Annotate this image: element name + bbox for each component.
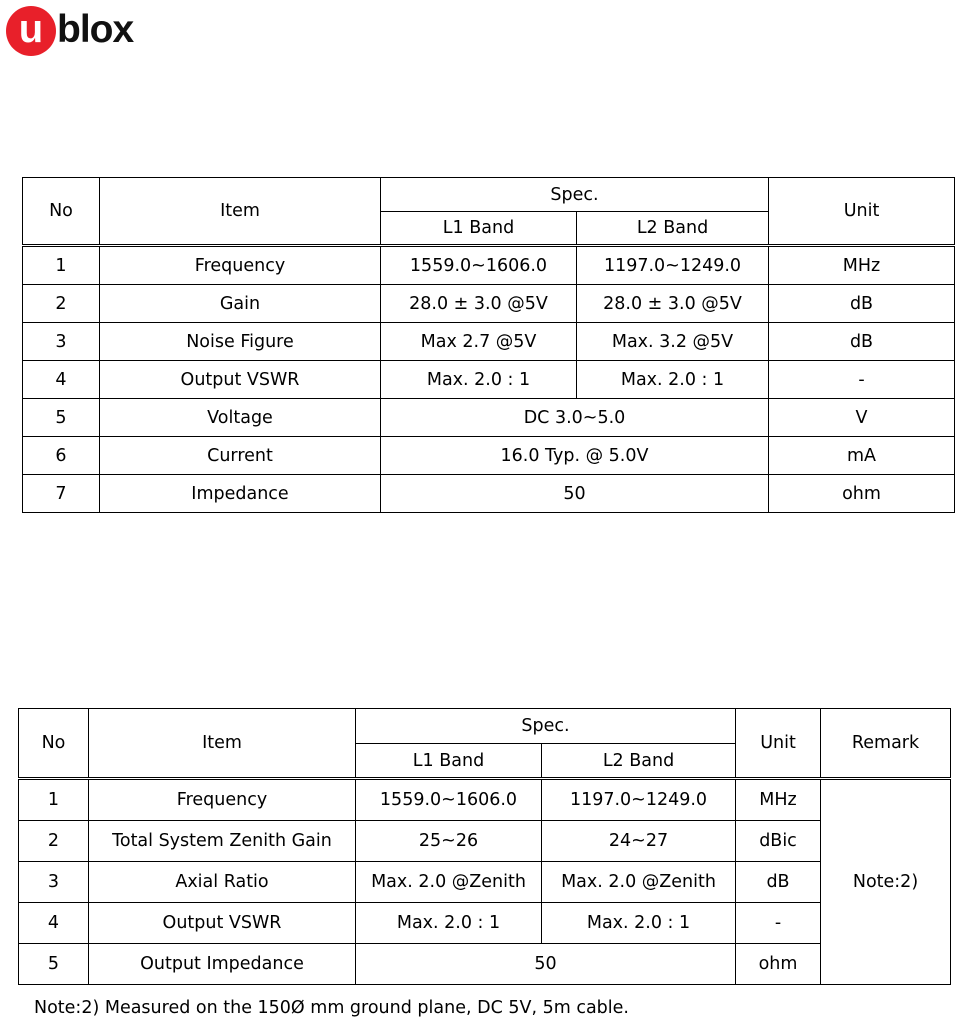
cell-spec-merged: DC 3.0~5.0	[381, 399, 769, 437]
footnote: Note:2) Measured on the 150Ø mm ground plane, DC 5V, 5m cable.	[34, 998, 629, 1018]
cell-item: Gain	[100, 285, 381, 323]
cell-l2: 1197.0~1249.0	[577, 246, 769, 285]
cell-unit: dBic	[736, 821, 821, 862]
cell-item: Current	[100, 437, 381, 475]
logo-wordmark: blox	[57, 8, 134, 51]
cell-l2: 24~27	[542, 821, 736, 862]
header-item: Item	[100, 178, 381, 246]
cell-unit: -	[736, 903, 821, 944]
cell-l1: Max 2.7 @5V	[381, 323, 577, 361]
cell-no: 1	[19, 779, 89, 821]
cell-unit: dB	[736, 862, 821, 903]
cell-l2: Max. 2.0 : 1	[577, 361, 769, 399]
cell-unit: -	[769, 361, 955, 399]
table-row	[19, 944, 951, 985]
cell-l1: 1559.0~1606.0	[356, 779, 542, 821]
cell-l1: Max. 2.0 : 1	[381, 361, 577, 399]
cell-unit: V	[769, 399, 955, 437]
header-l1-band: L1 Band	[356, 744, 542, 779]
header-spec: Spec.	[381, 178, 769, 212]
cell-no: 4	[23, 361, 100, 399]
table-row	[23, 361, 955, 399]
cell-item: Voltage	[100, 399, 381, 437]
cell-l1: Max. 2.0 @Zenith	[356, 862, 542, 903]
table-row	[23, 323, 955, 361]
cell-no: 4	[19, 903, 89, 944]
cell-l2: Max. 3.2 @5V	[577, 323, 769, 361]
cell-no: 5	[19, 944, 89, 985]
logo-mark-letter: u	[18, 7, 44, 51]
header-l2-band: L2 Band	[577, 212, 769, 246]
cell-spec-merged: 50	[381, 475, 769, 513]
cell-unit: MHz	[769, 246, 955, 285]
cell-item: Frequency	[89, 779, 356, 821]
ublox-logo	[6, 6, 133, 56]
cell-l1: 28.0 ± 3.0 @5V	[381, 285, 577, 323]
header-unit: Unit	[736, 709, 821, 779]
header-item: Item	[89, 709, 356, 779]
header-no: No	[19, 709, 89, 779]
cell-spec-merged: 50	[356, 944, 736, 985]
cell-item: Total System Zenith Gain	[89, 821, 356, 862]
cell-spec-merged: 16.0 Typ. @ 5.0V	[381, 437, 769, 475]
cell-unit: dB	[769, 323, 955, 361]
cell-l2: Max. 2.0 @Zenith	[542, 862, 736, 903]
table-row	[23, 437, 955, 475]
cell-item: Output VSWR	[100, 361, 381, 399]
cell-item: Noise Figure	[100, 323, 381, 361]
cell-item: Impedance	[100, 475, 381, 513]
table-row	[23, 399, 955, 437]
cell-no: 1	[23, 246, 100, 285]
cell-item: Axial Ratio	[89, 862, 356, 903]
table-row	[19, 821, 951, 862]
cell-l2: 28.0 ± 3.0 @5V	[577, 285, 769, 323]
cell-no: 2	[19, 821, 89, 862]
cell-unit: mA	[769, 437, 955, 475]
header-spec: Spec.	[356, 709, 736, 744]
cell-item: Frequency	[100, 246, 381, 285]
cell-no: 7	[23, 475, 100, 513]
cell-l2: 1197.0~1249.0	[542, 779, 736, 821]
cell-l2: Max. 2.0 : 1	[542, 903, 736, 944]
cell-l1: 1559.0~1606.0	[381, 246, 577, 285]
cell-unit: ohm	[736, 944, 821, 985]
cell-no: 5	[23, 399, 100, 437]
cell-item: Output VSWR	[89, 903, 356, 944]
table-row	[23, 246, 955, 285]
table-row	[19, 862, 951, 903]
cell-remark: Note:2)	[821, 779, 951, 985]
table-row	[23, 285, 955, 323]
cell-item: Output Impedance	[89, 944, 356, 985]
table-row	[19, 903, 951, 944]
lna-spec-table	[22, 177, 955, 513]
cell-unit: dB	[769, 285, 955, 323]
logo-mark	[6, 6, 56, 56]
cell-unit: ohm	[769, 475, 955, 513]
cell-l1: 25~26	[356, 821, 542, 862]
header-remark: Remark	[821, 709, 951, 779]
header-no: No	[23, 178, 100, 246]
header-l2-band: L2 Band	[542, 744, 736, 779]
cell-no: 6	[23, 437, 100, 475]
cell-no: 2	[23, 285, 100, 323]
system-spec-table	[18, 708, 951, 985]
table-row	[19, 779, 951, 821]
header-l1-band: L1 Band	[381, 212, 577, 246]
table-row	[23, 475, 955, 513]
cell-no: 3	[19, 862, 89, 903]
cell-l1: Max. 2.0 : 1	[356, 903, 542, 944]
cell-no: 3	[23, 323, 100, 361]
header-unit: Unit	[769, 178, 955, 246]
cell-unit: MHz	[736, 779, 821, 821]
